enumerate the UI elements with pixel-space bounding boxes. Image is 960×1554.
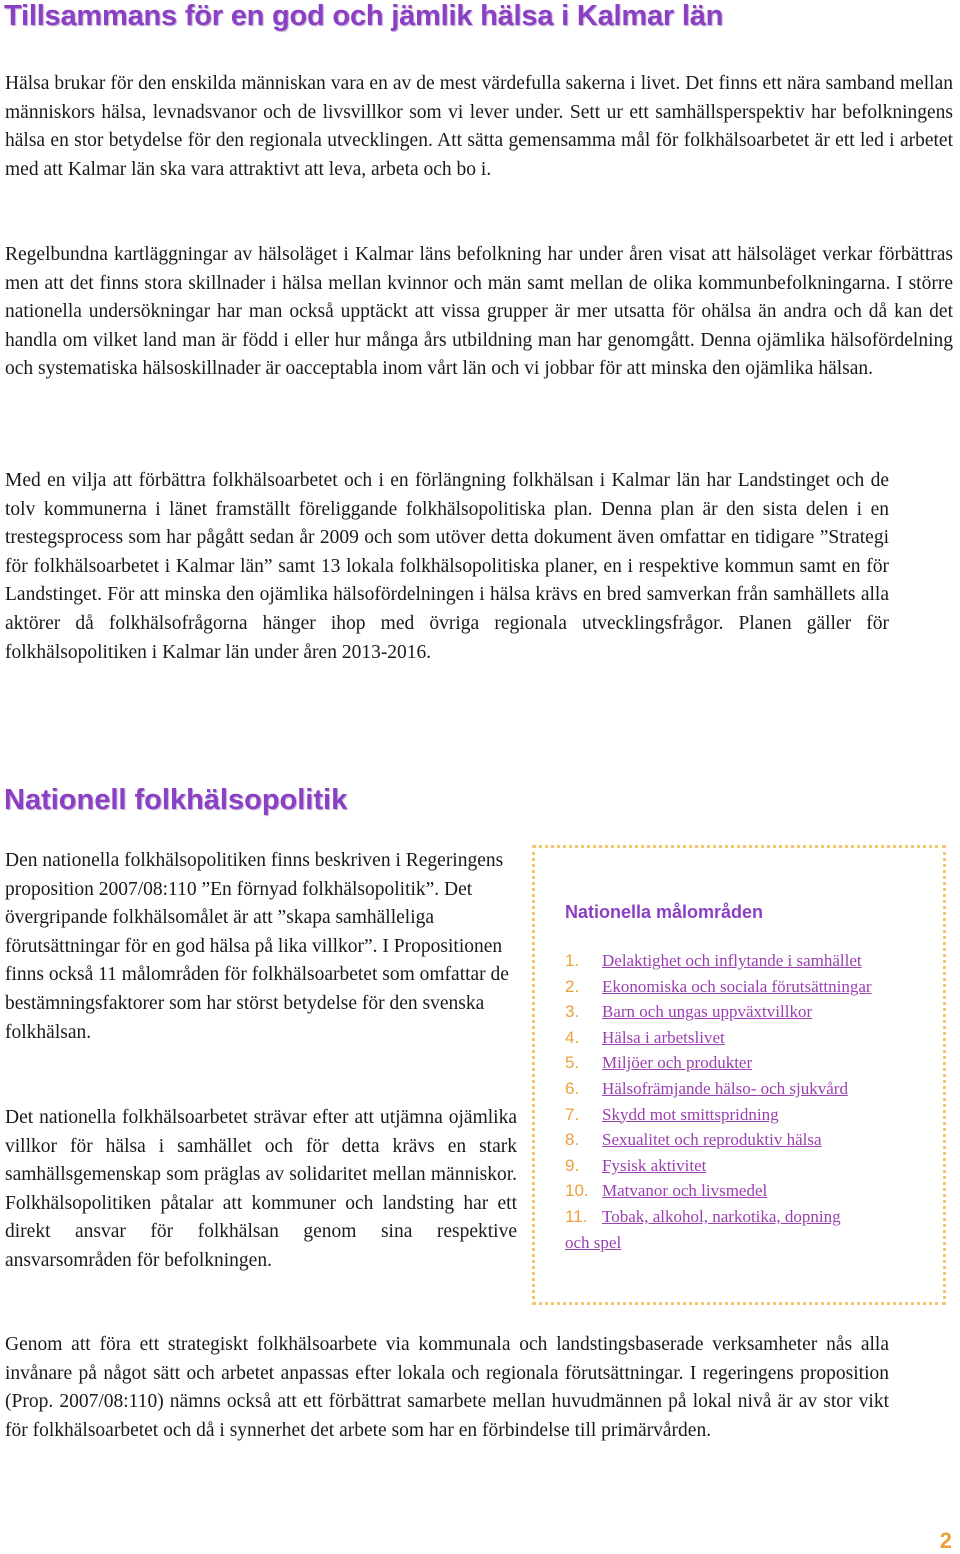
list-item — [565, 1153, 945, 1179]
goal-number: 3. — [565, 1002, 580, 1022]
page-number: 2 — [939, 1528, 952, 1553]
strategic-work-paragraph: Genom att föra ett strategiskt folkhälsoarbete via kommunala och landstingsbaserade verksamheter nås alla invånare på något sätt och arbetet anpassas efter lokala och regionala förutsättningar. I regeringens proposition (Prop. 2007/08:110) nämns också att ett förbättrat samarbete mellan huvudmännen på lokal nivå är av stor vikt för folkhälsoarbetet och då i synnerhet det arbete som har en förbindelse till primärvården. — [5, 1334, 889, 1441]
goal-number: 6. — [565, 1078, 580, 1098]
list-item — [565, 1050, 945, 1076]
national-goals-box — [532, 845, 946, 1305]
goal-number: 2. — [565, 976, 580, 996]
list-item — [565, 1204, 865, 1255]
goals-list — [565, 948, 945, 1255]
goal-link[interactable]: Matvanor och livsmedel — [602, 1181, 768, 1201]
page-heading: Tillsammans för en god och jämlik hälsa i Kalmar län — [4, 0, 724, 32]
goal-link[interactable]: Hälsa i arbetslivet — [602, 1027, 725, 1047]
list-item — [565, 1076, 945, 1102]
goal-number: 4. — [565, 1027, 580, 1047]
goal-number: 9. — [565, 1155, 580, 1175]
goal-number: 1. — [565, 951, 580, 970]
list-item — [565, 1025, 945, 1051]
goal-link[interactable]: Hälsofrämjande hälso- och sjukvård — [602, 1078, 848, 1098]
list-item — [565, 948, 945, 974]
national-work-paragraph: Det nationella folkhälsoarbetet strävar efter att utjämna ojämlika villkor för hälsa i samhället och för detta krävs en stark samhällsgemenskap som präglas av solidaritet mellan människor. Folkhälsopolitiken påtalar att kommuner och landsting har ett direkt ansvar för folkhälsan genom sina respektive ansvarsområden för befolkningen. — [5, 1107, 517, 1271]
goal-link[interactable]: Delaktighet och inflytande i samhället — [602, 951, 862, 970]
goals-box-title: Nationella målområden — [565, 902, 764, 922]
national-policy-paragraph: Den nationella folkhälsopolitiken finns beskriven i Regeringens proposition 2007/08:110 ”En förnyad folkhälsopolitik”. Det övergripande folkhälsomålet är att ”skapa samhälleliga förutsättningar för en god hälsa på lika villkor”. I Propositionen finns också 11 målområden för folkhälsoarbetet som omfattar de bestämningsfaktorer som har störst betydelse för den svenska folkhälsan. — [5, 850, 509, 1043]
goal-number: 10. — [565, 1181, 589, 1201]
intro-paragraph: Hälsa brukar för den enskilda människan vara en av de mest värdefulla sakerna i livet. Det finns ett nära samband mellan människors hälsa, levnadsvanor och de livsvillkor som vi lever under. Sett ur ett samhällsperspektiv har befolkningens hälsa en stor betydelse för den regionala utvecklingen. Att sätta gemensamma mål för folkhälsoarbetet är ett led i arbetet med att Kalmar län ska vara attraktivt att leva, arbeta och bo i. — [5, 73, 953, 180]
goal-link[interactable]: Barn och ungas uppväxtvillkor — [602, 1002, 813, 1022]
goal-link[interactable]: Tobak, alkohol, narkotika, dopning och spel — [565, 1206, 841, 1252]
list-item — [565, 974, 945, 1000]
goal-link[interactable]: Sexualitet och reproduktiv hälsa — [602, 1130, 822, 1150]
goal-number: 7. — [565, 1104, 580, 1124]
goal-number: 8. — [565, 1130, 580, 1150]
plan-paragraph: Med en vilja att förbättra folkhälsoarbetet och i en förlängning folkhälsan i Kalmar län har Landstinget och de tolv kommunerna i länet framställt föreliggande folkhälsopolitiska plan. Denna plan är den sista delen i en trestegsprocess som har pågått sedan år 2009 och som utöver detta dokument även omfattar en tidigare ”Strategi för folkhälsoarbetet i Kalmar län” samt 13 lokala folkhälsopolitiska planer, en i respektive kommun samt en för Landstinget. För att minska den ojämlika hälsofördelningen i hälsa krävs en bred samverkan från samhällets alla aktörer då folkhälsofrågorna hänger ihop med övriga regionala utvecklingsfrågor. Planen gäller för folkhälsopolitiken i Kalmar län under åren 2013-2016. — [5, 470, 889, 663]
list-item — [565, 1178, 945, 1204]
health-survey-paragraph: Regelbundna kartläggningar av hälsoläget i Kalmar läns befolkning har under åren visat att hälsoläget verkar förbättras men att det finns stora skillnader i hälsa mellan kvinnor och män samt mellan de olika kommunbefolkningarna. I större nationella undersökningar har man också upptäckt att vissa grupper är mer utsatta för ohälsa än andra och då kan det handla om vilket land man är född i eller hur många års utbildning man har genomgått. Denna ojämlika hälsofördelning och systematiska hälsoskillnader är oacceptabla inom vårt län och vi jobbar för att minska den ojämlika hälsan. — [5, 244, 953, 380]
goal-link[interactable]: Fysisk aktivitet — [602, 1155, 707, 1175]
section-heading: Nationell folkhälsopolitik — [4, 784, 348, 816]
goal-number: 11. — [565, 1206, 588, 1226]
list-item — [565, 1127, 945, 1153]
list-item — [565, 1102, 945, 1128]
goal-link[interactable]: Skydd mot smittspridning — [602, 1104, 779, 1124]
goal-link[interactable]: Ekonomiska och sociala förutsättningar — [602, 976, 872, 996]
list-item — [565, 999, 945, 1025]
goal-number: 5. — [565, 1053, 580, 1073]
goal-link[interactable]: Miljöer och produkter — [602, 1053, 753, 1073]
